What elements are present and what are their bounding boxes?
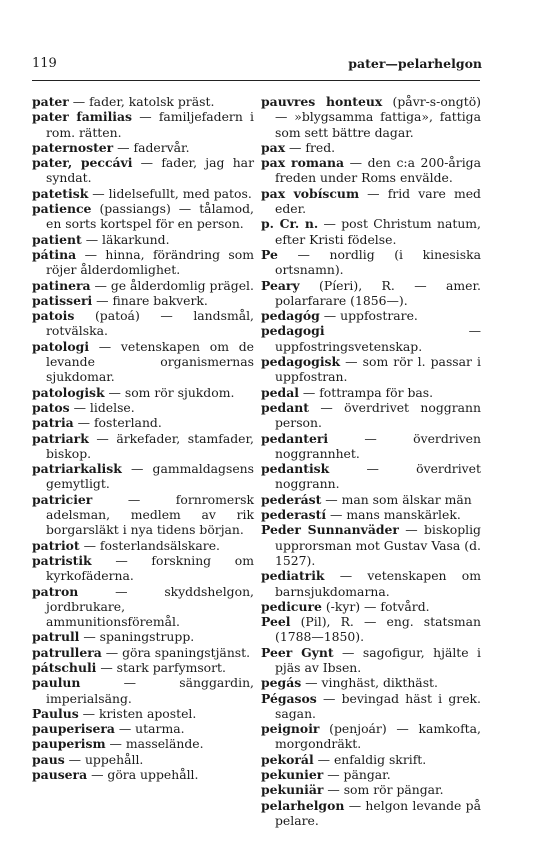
entry-definition: — utarma. [114, 721, 185, 737]
dictionary-entry [32, 308, 254, 339]
dictionary-entry [261, 247, 481, 278]
entry-headword: patron [32, 583, 79, 599]
dictionary-entry [261, 767, 481, 782]
entry-definition: — stark parfymsort. [96, 659, 226, 675]
entry-headword: pelarhelgon [261, 797, 345, 813]
entry-headword: pedantisk [261, 461, 330, 477]
entry-headword: pekunier [261, 767, 324, 783]
entry-definition: — helgon levande på pelare. [275, 797, 481, 828]
dictionary-entry [261, 155, 481, 186]
entry-definition: — biskoplig upprorsman mot Gustav Vasa (d. 1527). [275, 522, 481, 568]
dictionary-entry [32, 339, 254, 385]
entry-headword: patinera [32, 277, 91, 293]
dictionary-entry [261, 278, 481, 309]
entry-headword: patrull [32, 629, 80, 645]
entry-headword: pater familias [32, 109, 133, 125]
entry-headword: pegás [261, 675, 302, 691]
dictionary-entry [261, 492, 481, 507]
entry-definition: — lidelsefullt, med patos. [88, 185, 252, 201]
entry-definition: — vetenskapen om barnsjukdomarna. [275, 568, 481, 599]
dictionary-entry [261, 461, 481, 492]
dictionary-entry [32, 492, 254, 538]
entry-headword: pauperism [32, 736, 106, 752]
dictionary-entry [261, 568, 481, 599]
entry-definition: — fadervår. [113, 139, 190, 155]
entry-definition: — överdrivet noggrann person. [275, 399, 481, 431]
page-header [32, 56, 482, 76]
entry-definition: — bevingad häst i grek. sagan. [275, 690, 481, 721]
entry-definition: — pängar. [323, 767, 391, 783]
entry-headword: pátina [32, 246, 77, 262]
left-column [32, 94, 254, 782]
dictionary-entry [261, 308, 481, 323]
entry-definition: — fottrampa för bas. [298, 384, 434, 400]
entry-definition: — göra uppehåll. [87, 767, 199, 783]
dictionary-entry [261, 186, 481, 217]
entry-headword: pax [261, 139, 286, 155]
entry-headword: pedant [261, 399, 309, 415]
entry-definition: — ärkefader, stamfader, biskop. [46, 430, 254, 461]
entry-definition: — sänggardin, imperialsäng. [46, 675, 254, 706]
dictionary-entry [261, 721, 481, 752]
entry-headword: pedanteri [261, 430, 329, 446]
entry-headword: patologisk [32, 384, 105, 400]
dictionary-entry [32, 201, 254, 232]
dictionary-entry [261, 599, 481, 614]
entry-headword: patient [32, 231, 82, 247]
dictionary-entry [32, 752, 254, 767]
entry-headword: patisseri [32, 292, 93, 308]
dictionary-entry [261, 385, 481, 400]
dictionary-entry [32, 584, 254, 630]
dictionary-entry [32, 675, 254, 706]
dictionary-entry [32, 155, 254, 186]
entry-definition: — överdriven noggrannhet. [275, 430, 481, 461]
dictionary-entry [32, 385, 254, 400]
entry-definition: — finare bakverk. [92, 292, 208, 308]
entry-headword: Peder Sunnanväder [261, 522, 399, 538]
dictionary-entry [32, 736, 254, 751]
entry-headword: patois [32, 308, 75, 324]
entry-headword: patetisk [32, 185, 89, 201]
entry-headword: peignoir [261, 721, 320, 737]
entry-definition: — spaningstrupp. [79, 629, 195, 645]
entry-headword: paus [32, 751, 65, 767]
dictionary-entry [261, 323, 481, 354]
entry-headword: Paulus [32, 705, 79, 721]
dictionary-entry [261, 216, 481, 247]
entry-definition: (-kyr) — fotvård. [321, 598, 430, 614]
dictionary-entry [32, 706, 254, 721]
entry-definition: (passiangs) — tålamod, en sorts kortspel för en person. [46, 201, 254, 232]
entry-definition: — uppehåll. [64, 751, 144, 767]
entry-headword: pedagogisk [261, 354, 341, 370]
entry-headword: p. Cr. n. [261, 216, 319, 232]
entry-headword: pederastí [261, 507, 327, 523]
dictionary-entry [261, 400, 481, 431]
entry-headword: patriark [32, 430, 89, 446]
entry-definition: — kristen apostel. [78, 705, 197, 721]
entry-headword: patologi [32, 338, 90, 354]
entry-definition: — man som älskar män [321, 491, 472, 507]
header-rule [32, 80, 480, 81]
dictionary-entry [32, 767, 254, 782]
dictionary-entry [32, 247, 254, 278]
dictionary-entry [261, 614, 481, 645]
entry-headword: pauvres honteux [261, 94, 383, 109]
entry-headword: pekorál [261, 751, 314, 767]
entry-definition: — som rör sjukdom. [104, 384, 235, 400]
entry-definition: — som rör pängar. [323, 782, 444, 798]
dictionary-entry [261, 431, 481, 462]
entry-definition: — fornromersk adelsman, medlem av rik borgarsläkt i nya tidens början. [46, 491, 254, 538]
entry-definition: (Pil), R. — eng. statsman (1788—1850). [275, 614, 481, 645]
entry-definition: (penjoár) — kamkofta, morgondräkt. [275, 721, 481, 752]
dictionary-entry [32, 94, 254, 109]
entry-definition: (påvr-s-ongtö) — »blygsamma fattiga», fattiga som sett bättre dagar. [275, 94, 481, 140]
entry-definition: — uppfostringsvetenskap. [275, 323, 481, 354]
entry-headword: paternoster [32, 139, 114, 155]
dictionary-entry [32, 461, 254, 492]
entry-definition: — skyddshelgon, jordbrukare, ammunitionsföremål. [46, 583, 254, 630]
entry-headword: pauperisera [32, 721, 115, 737]
entry-definition: — lidelse. [69, 399, 135, 415]
entry-headword: pedagóg [261, 308, 320, 324]
dictionary-entry [261, 522, 481, 568]
dictionary-entry [32, 629, 254, 644]
entry-definition: — läkarkund. [81, 231, 170, 247]
dictionary-entry [32, 109, 254, 140]
entry-definition: — familjefadern i rom. rätten. [46, 109, 254, 140]
entry-definition: — frid vare med eder. [275, 185, 481, 217]
entry-definition: — forskning om kyrkofäderna. [46, 552, 254, 584]
entry-definition: — fader, katolsk präst. [68, 94, 215, 109]
dictionary-entry [261, 354, 481, 385]
entry-headword: pausera [32, 767, 88, 783]
dictionary-entry [32, 400, 254, 415]
entry-definition: (Píeri), R. — amer. polarfarare (1856—). [275, 277, 481, 308]
entry-headword: Pe [261, 246, 278, 262]
entry-headword: pediatrik [261, 568, 325, 584]
entry-definition: — nordlig (i kinesiska ortsnamn). [275, 246, 481, 278]
entry-headword: pederást [261, 491, 322, 507]
dictionary-entry [32, 186, 254, 201]
dictionary-entry [261, 752, 481, 767]
entry-headword: patria [32, 415, 74, 431]
page-number: 119 [32, 56, 57, 71]
entry-headword: pedal [261, 384, 299, 400]
entry-definition: — fred. [285, 139, 336, 155]
entry-headword: paulun [32, 675, 81, 691]
entry-headword: Pégasos [261, 690, 317, 706]
running-head: pater—pelarhelgon [348, 56, 482, 71]
dictionary-entry [32, 293, 254, 308]
dictionary-entry [32, 431, 254, 462]
entry-definition: — vinghäst, dikthäst. [301, 675, 438, 691]
entry-headword: patricier [32, 491, 93, 507]
entry-definition: — göra spaningstjänst. [101, 644, 251, 660]
dictionary-entry [32, 538, 254, 553]
dictionary-entry [261, 691, 481, 722]
entry-headword: pekuniär [261, 782, 324, 798]
entry-headword: Peer Gynt [261, 644, 334, 660]
entry-definition: — vetenskapen om de levande organismernas sjukdomar. [46, 338, 254, 385]
entry-definition: — fosterlandsälskare. [79, 537, 220, 553]
dictionary-entry [261, 798, 481, 829]
dictionary-entry [32, 660, 254, 675]
entry-definition: — hinna, förändring som röjer ålderdomlighet. [46, 246, 254, 278]
entry-headword: patristik [32, 552, 92, 568]
entry-headword: pátschuli [32, 659, 97, 675]
dictionary-entry [261, 782, 481, 797]
entry-headword: patience [32, 201, 92, 217]
dictionary-entry [32, 415, 254, 430]
entry-headword: patrullera [32, 644, 102, 660]
entry-headword: pedicure [261, 598, 322, 614]
entry-definition: — uppfostrare. [319, 308, 418, 324]
entry-headword: pater [32, 94, 69, 109]
entry-definition: (patoá) — landsmål, rotvälska. [46, 308, 254, 339]
entry-definition: — fosterland. [73, 415, 162, 431]
dictionary-entry [261, 94, 481, 140]
entry-headword: pax vobíscum [261, 185, 360, 201]
entry-definition: — ge ålderdomlig prägel. [90, 277, 254, 293]
entry-headword: pater, peccávi [32, 155, 133, 171]
dictionary-entry [32, 140, 254, 155]
entry-definition: — enfaldig skrift. [313, 751, 427, 767]
dictionary-entry [32, 645, 254, 660]
right-column [261, 94, 481, 828]
entry-headword: patriot [32, 537, 80, 553]
entry-definition: — den c:a 200-åriga freden under Roms envälde. [275, 155, 481, 186]
dictionary-entry [261, 140, 481, 155]
entry-definition: — som rör l. passar i uppfostran. [275, 354, 481, 385]
entry-headword: pax romana [261, 155, 345, 171]
entry-definition: — post Christum natum, efter Kristi födelse. [275, 216, 481, 247]
entry-definition: — överdrivet noggrann. [275, 461, 481, 492]
dictionary-entry [32, 232, 254, 247]
entry-headword: patos [32, 399, 70, 415]
entry-definition: — masselände. [105, 736, 204, 752]
dictionary-entry [261, 645, 481, 676]
dictionary-entry [32, 553, 254, 584]
entry-headword: patriarkalisk [32, 461, 122, 477]
dictionary-entry [32, 278, 254, 293]
entry-headword: pedagogi [261, 323, 325, 339]
dictionary-entry [261, 507, 481, 522]
entry-definition: — fader, jag har syndat. [46, 155, 254, 186]
dictionary-entry [32, 721, 254, 736]
entry-definition: — gammaldagsens gemytligt. [46, 461, 254, 492]
entry-definition: — sagofigur, hjälte i pjäs av Ibsen. [275, 644, 482, 675]
entry-definition: — mans manskärlek. [326, 507, 461, 523]
entry-headword: Peary [261, 277, 300, 293]
entry-headword: Peel [261, 614, 291, 630]
dictionary-entry [261, 675, 481, 690]
